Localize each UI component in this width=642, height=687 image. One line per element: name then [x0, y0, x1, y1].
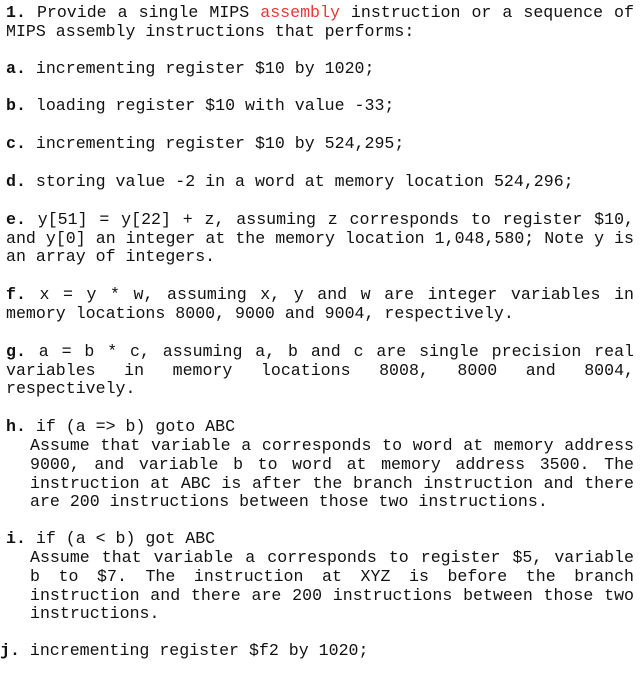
question-prompt [6, 4, 634, 42]
item-letter: f. [6, 285, 26, 305]
item-letter: g. [6, 341, 26, 361]
item-letter: j. [0, 641, 20, 661]
item-letter: b. [6, 96, 26, 116]
item-detail: Assume that variable a corresponds to register $5, variable b to $7. The instruction at XYZ is before the branch instruction and there are 200 instructions between those two instructions. [30, 547, 634, 624]
item-j [0, 641, 634, 661]
item-letter: d. [6, 171, 26, 191]
item-text: incrementing register $10 by 1020; [35, 58, 375, 78]
item-i [6, 530, 634, 624]
item-letter: e. [6, 209, 26, 229]
item-c [6, 135, 634, 154]
item-letter: c. [6, 134, 26, 154]
item-text: a = b * c, assuming a, b and c are single precision real variables in memory locations 8008, 8000 and 8004, respectively. [6, 341, 634, 399]
item-letter: a. [6, 58, 26, 78]
item-text: incrementing register $10 by 524,295; [35, 134, 405, 154]
item-h [6, 418, 634, 512]
item-text: if (a < b) got ABC [35, 529, 216, 549]
item-b [6, 97, 634, 116]
item-text: if (a => b) goto ABC [35, 417, 236, 437]
item-text: loading register $10 with value -33; [35, 96, 395, 116]
item-e [6, 211, 634, 267]
item-letter: h. [6, 417, 26, 437]
item-text: storing value -2 in a word at memory location 524,296; [35, 171, 574, 191]
item-text: y[51] = y[22] + z, assuming z corresponds to register $10, and y[0] an integer at the memory location 1,048,580; Note y is an array of integers. [6, 209, 634, 267]
item-letter: i. [6, 529, 26, 549]
item-text: incrementing register $f2 by 1020; [29, 641, 369, 661]
item-heading [6, 418, 634, 437]
item-a [6, 60, 634, 79]
item-detail: Assume that variable a corresponds to word at memory address 9000, and variable b to word at memory address 3500. The instruction at ABC is after the branch instruction and there are 200 instructions between those two instructions. [30, 435, 634, 512]
item-g [6, 343, 634, 399]
highlighted-word: assembly [260, 3, 340, 22]
item-text: x = y * w, assuming x, y and w are integer variables in memory locations 8000, 9000 and 9004, respectively. [6, 285, 634, 323]
item-heading [6, 530, 634, 549]
item-d [6, 173, 634, 192]
item-f [6, 286, 634, 324]
prompt-text-end: instruction or a sequence of MIPS assembly instructions that performs: [6, 3, 634, 41]
prompt-text-start: Provide a single MIPS [36, 3, 250, 22]
question-number: 1. [6, 3, 26, 22]
